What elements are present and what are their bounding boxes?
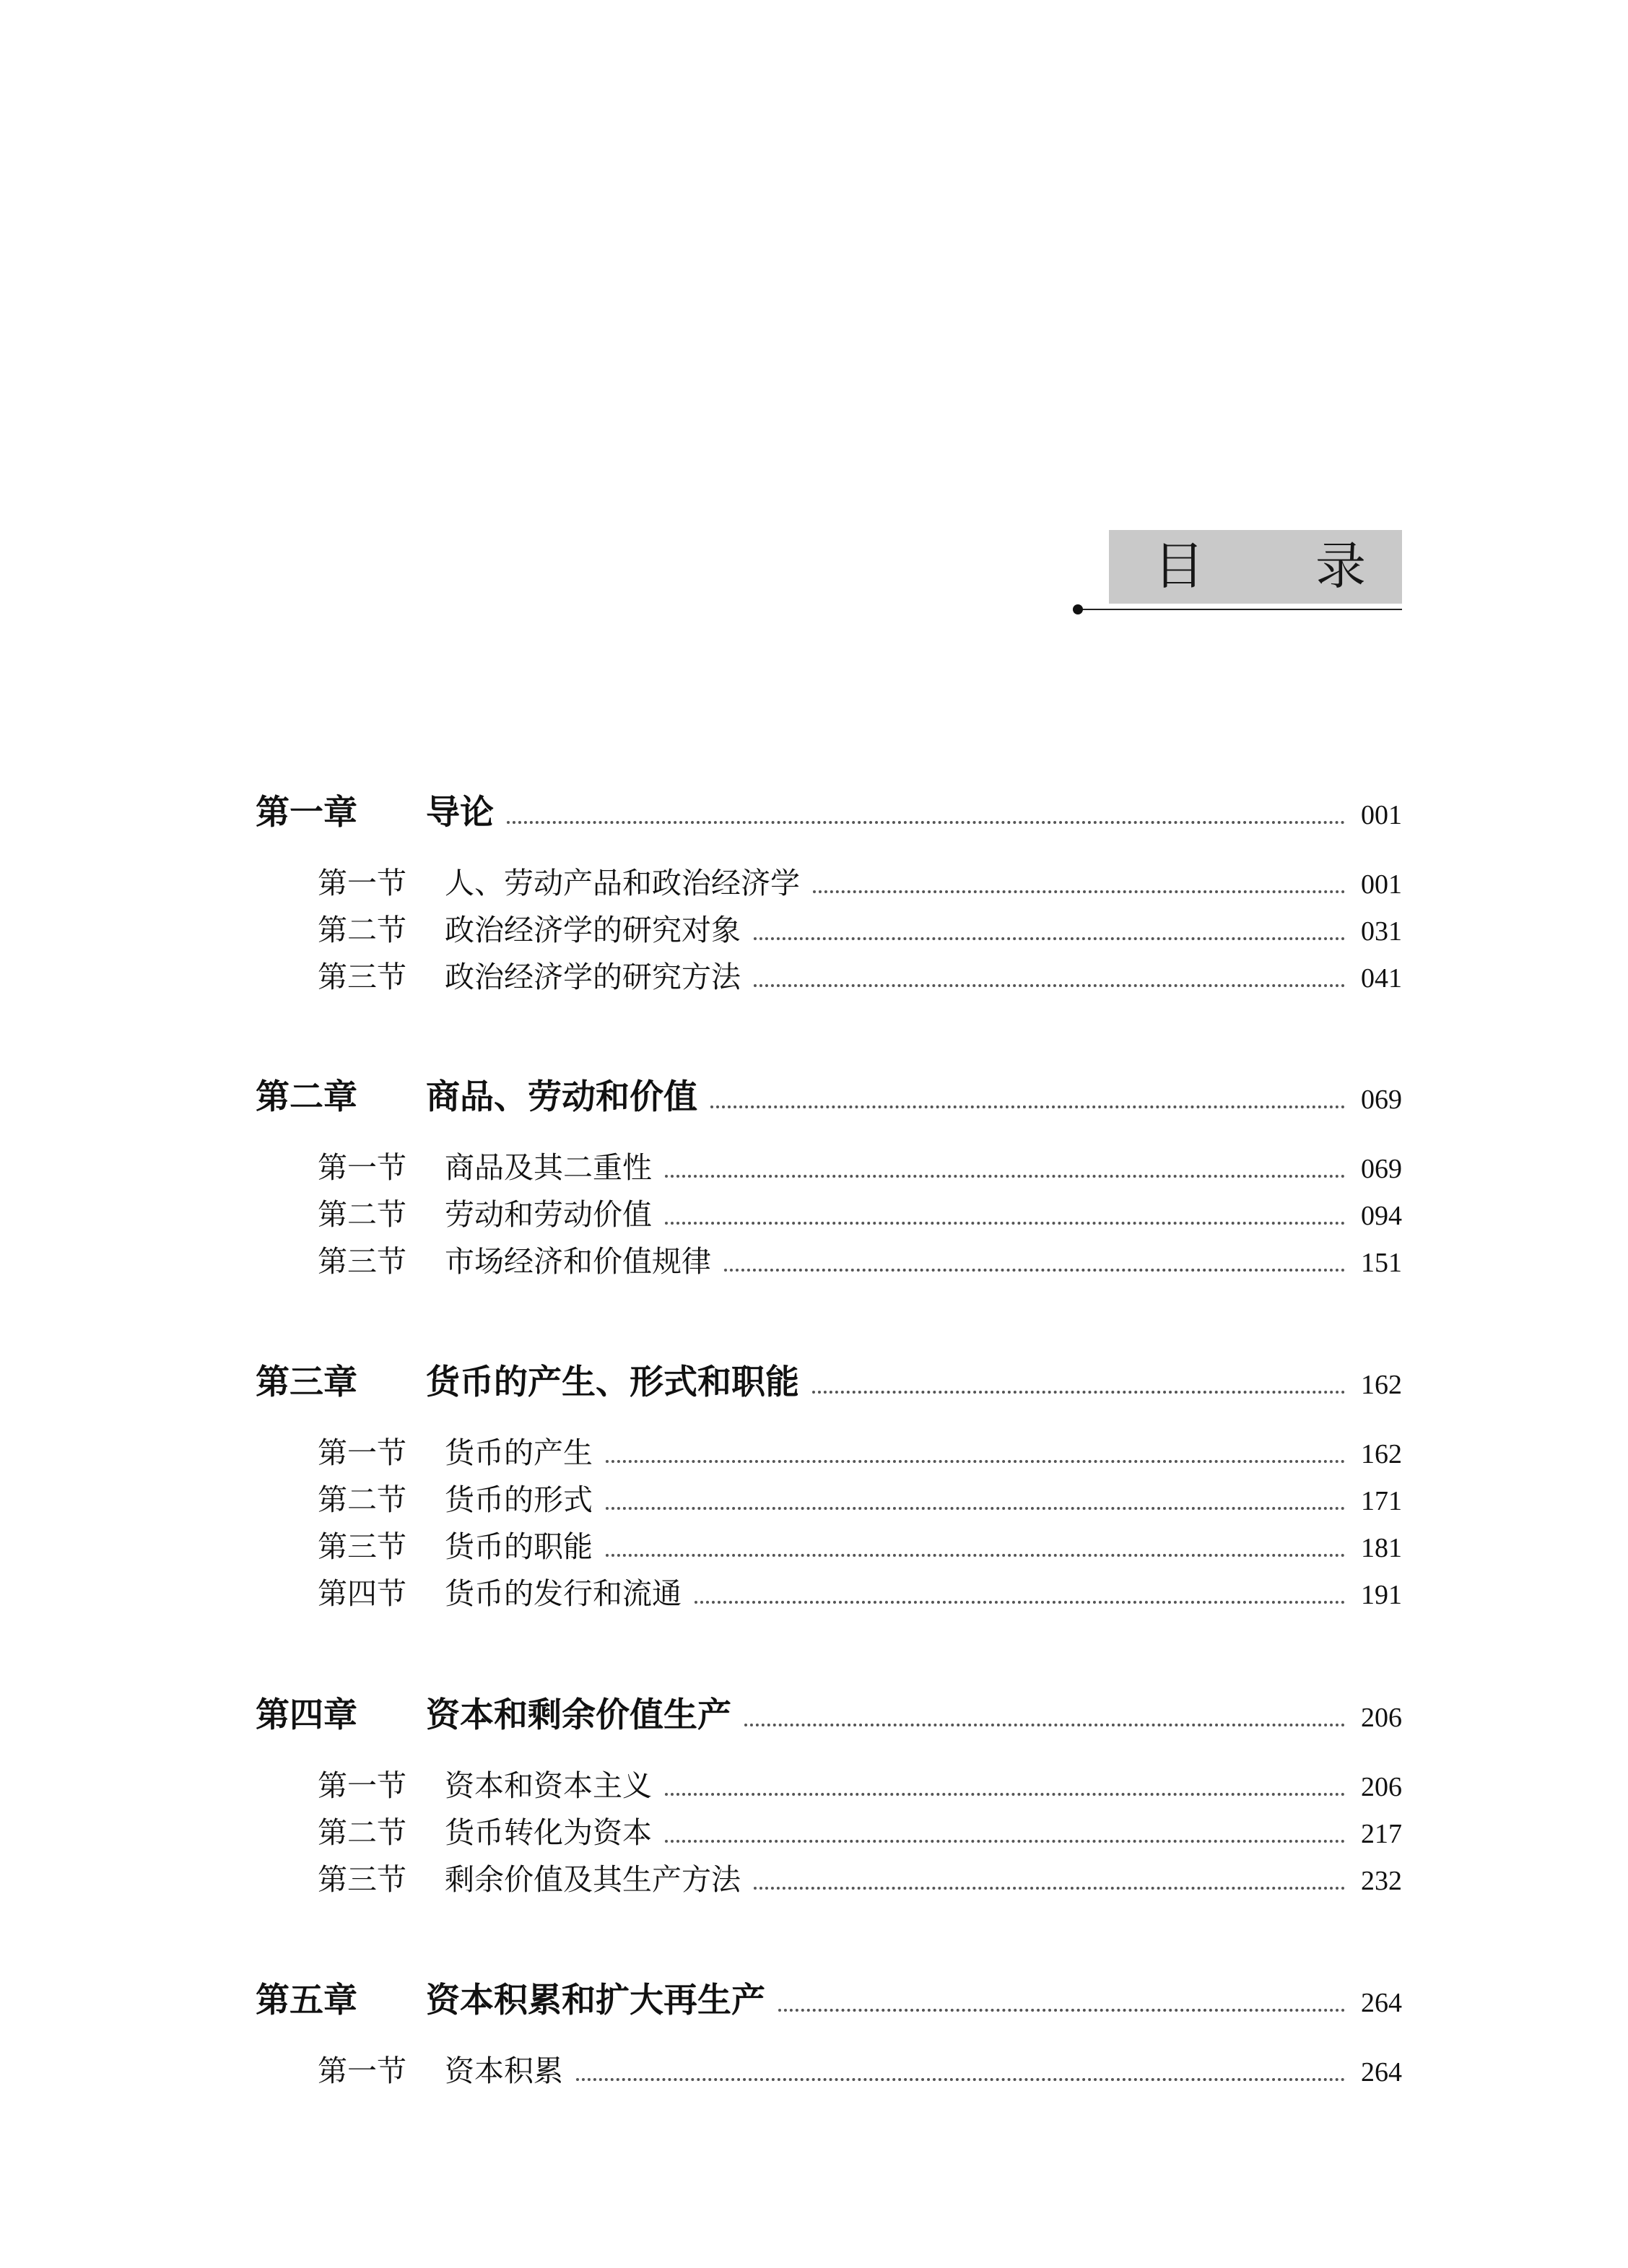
dot-leader bbox=[665, 1222, 1345, 1225]
page-number: 264 bbox=[1361, 2057, 1402, 2087]
toc-section-3-1[interactable] bbox=[318, 1433, 1402, 1474]
section-label: 第二节 bbox=[318, 1482, 406, 1517]
section-label: 第三节 bbox=[318, 960, 406, 994]
chapter-label: 第三章 bbox=[256, 1363, 357, 1402]
page-number: 206 bbox=[1361, 1703, 1402, 1733]
section-title: 货币的产生 bbox=[445, 1435, 593, 1470]
page-number: 094 bbox=[1361, 1201, 1402, 1231]
toc-chapter-3[interactable] bbox=[256, 1361, 1402, 1407]
page-number: 171 bbox=[1361, 1486, 1402, 1516]
section-label: 第二节 bbox=[318, 913, 406, 947]
section-label: 第一节 bbox=[318, 1435, 406, 1470]
toc-section-3-2[interactable] bbox=[318, 1480, 1402, 1521]
section-title: 货币的形式 bbox=[445, 1482, 593, 1517]
toc-section-2-3[interactable] bbox=[318, 1242, 1402, 1282]
toc-section-1-2[interactable] bbox=[318, 911, 1402, 951]
page-number: 031 bbox=[1361, 916, 1402, 947]
toc-section-1-3[interactable] bbox=[318, 957, 1402, 998]
dot-leader bbox=[813, 890, 1345, 893]
page-number: 151 bbox=[1361, 1248, 1402, 1278]
section-title: 政治经济学的研究对象 bbox=[445, 913, 741, 947]
section-title: 市场经济和价值规律 bbox=[445, 1244, 711, 1279]
page-number: 181 bbox=[1361, 1533, 1402, 1563]
dot-leader bbox=[812, 1391, 1345, 1394]
chapter-title: 货币的产生、形式和职能 bbox=[426, 1363, 799, 1402]
page-number: 264 bbox=[1361, 1988, 1402, 2018]
chapter-label: 第四章 bbox=[256, 1695, 357, 1735]
dot-leader bbox=[724, 1269, 1345, 1272]
section-label: 第一节 bbox=[318, 866, 406, 900]
dot-leader bbox=[754, 1887, 1345, 1890]
toc-section-4-1[interactable] bbox=[318, 1766, 1402, 1807]
dot-leader bbox=[665, 1793, 1345, 1796]
toc-title-char-1: 目 bbox=[1154, 536, 1204, 596]
page-number: 232 bbox=[1361, 1866, 1402, 1896]
dot-leader bbox=[606, 1554, 1345, 1557]
dot-leader bbox=[754, 984, 1345, 987]
page-number: 069 bbox=[1361, 1154, 1402, 1184]
page-number: 001 bbox=[1361, 800, 1402, 830]
toc-section-4-3[interactable] bbox=[318, 1860, 1402, 1900]
chapter-title: 资本和剩余价值生产 bbox=[426, 1695, 731, 1735]
toc-chapter-1[interactable] bbox=[256, 791, 1402, 837]
toc-section-2-1[interactable] bbox=[318, 1148, 1402, 1189]
section-label: 第二节 bbox=[318, 1815, 406, 1850]
toc-section-5-1[interactable] bbox=[318, 2051, 1402, 2092]
dot-leader bbox=[665, 1175, 1345, 1178]
page-number: 162 bbox=[1361, 1439, 1402, 1469]
dot-leader bbox=[606, 1507, 1345, 1510]
toc-section-3-4[interactable] bbox=[318, 1574, 1402, 1615]
toc-section-2-2[interactable] bbox=[318, 1195, 1402, 1235]
dot-leader bbox=[778, 2009, 1345, 2012]
page-number: 069 bbox=[1361, 1085, 1402, 1115]
dot-leader bbox=[695, 1601, 1345, 1604]
chapter-title: 导论 bbox=[426, 793, 494, 833]
toc-section-1-1[interactable] bbox=[318, 864, 1402, 904]
page-number: 001 bbox=[1361, 869, 1402, 900]
section-title: 资本积累 bbox=[445, 2054, 563, 2088]
section-label: 第四节 bbox=[318, 1576, 406, 1611]
section-title: 剩余价值及其生产方法 bbox=[445, 1862, 741, 1897]
page-number: 041 bbox=[1361, 963, 1402, 994]
dot-leader bbox=[576, 2078, 1345, 2081]
section-label: 第一节 bbox=[318, 1768, 406, 1803]
toc-chapter-2[interactable] bbox=[256, 1076, 1402, 1121]
toc-section-4-2[interactable] bbox=[318, 1813, 1402, 1854]
section-label: 第三节 bbox=[318, 1862, 406, 1897]
section-title: 劳动和劳动价值 bbox=[445, 1197, 652, 1232]
dot-leader bbox=[665, 1840, 1345, 1843]
section-label: 第三节 bbox=[318, 1244, 406, 1279]
chapter-label: 第一章 bbox=[256, 793, 357, 833]
toc-chapter-5[interactable] bbox=[256, 1979, 1402, 2025]
page-number: 206 bbox=[1361, 1772, 1402, 1802]
section-title: 政治经济学的研究方法 bbox=[445, 960, 741, 994]
page-number: 191 bbox=[1361, 1580, 1402, 1610]
section-label: 第一节 bbox=[318, 2054, 406, 2088]
section-title: 商品及其二重性 bbox=[445, 1150, 652, 1185]
section-label: 第三节 bbox=[318, 1529, 406, 1564]
page-number: 217 bbox=[1361, 1819, 1402, 1849]
page-number: 162 bbox=[1361, 1370, 1402, 1400]
chapter-label: 第二章 bbox=[256, 1077, 357, 1117]
section-label: 第二节 bbox=[318, 1197, 406, 1232]
dot-leader bbox=[710, 1105, 1345, 1108]
section-title: 货币的职能 bbox=[445, 1529, 593, 1564]
section-title: 资本和资本主义 bbox=[445, 1768, 652, 1803]
chapter-title: 资本积累和扩大再生产 bbox=[426, 1981, 765, 2020]
toc-chapter-4[interactable] bbox=[256, 1694, 1402, 1739]
chapter-title: 商品、劳动和价值 bbox=[426, 1077, 697, 1117]
dot-leader bbox=[507, 821, 1345, 824]
chapter-label: 第五章 bbox=[256, 1981, 357, 2020]
section-title: 货币的发行和流通 bbox=[445, 1576, 682, 1611]
dot-leader bbox=[754, 937, 1345, 940]
section-label: 第一节 bbox=[318, 1150, 406, 1185]
toc-title-char-2: 录 bbox=[1315, 536, 1366, 596]
section-title: 人、劳动产品和政治经济学 bbox=[445, 866, 800, 900]
dot-leader bbox=[744, 1724, 1345, 1726]
toc-section-3-3[interactable] bbox=[318, 1527, 1402, 1568]
dot-leader bbox=[606, 1460, 1345, 1463]
section-title: 货币转化为资本 bbox=[445, 1815, 652, 1850]
